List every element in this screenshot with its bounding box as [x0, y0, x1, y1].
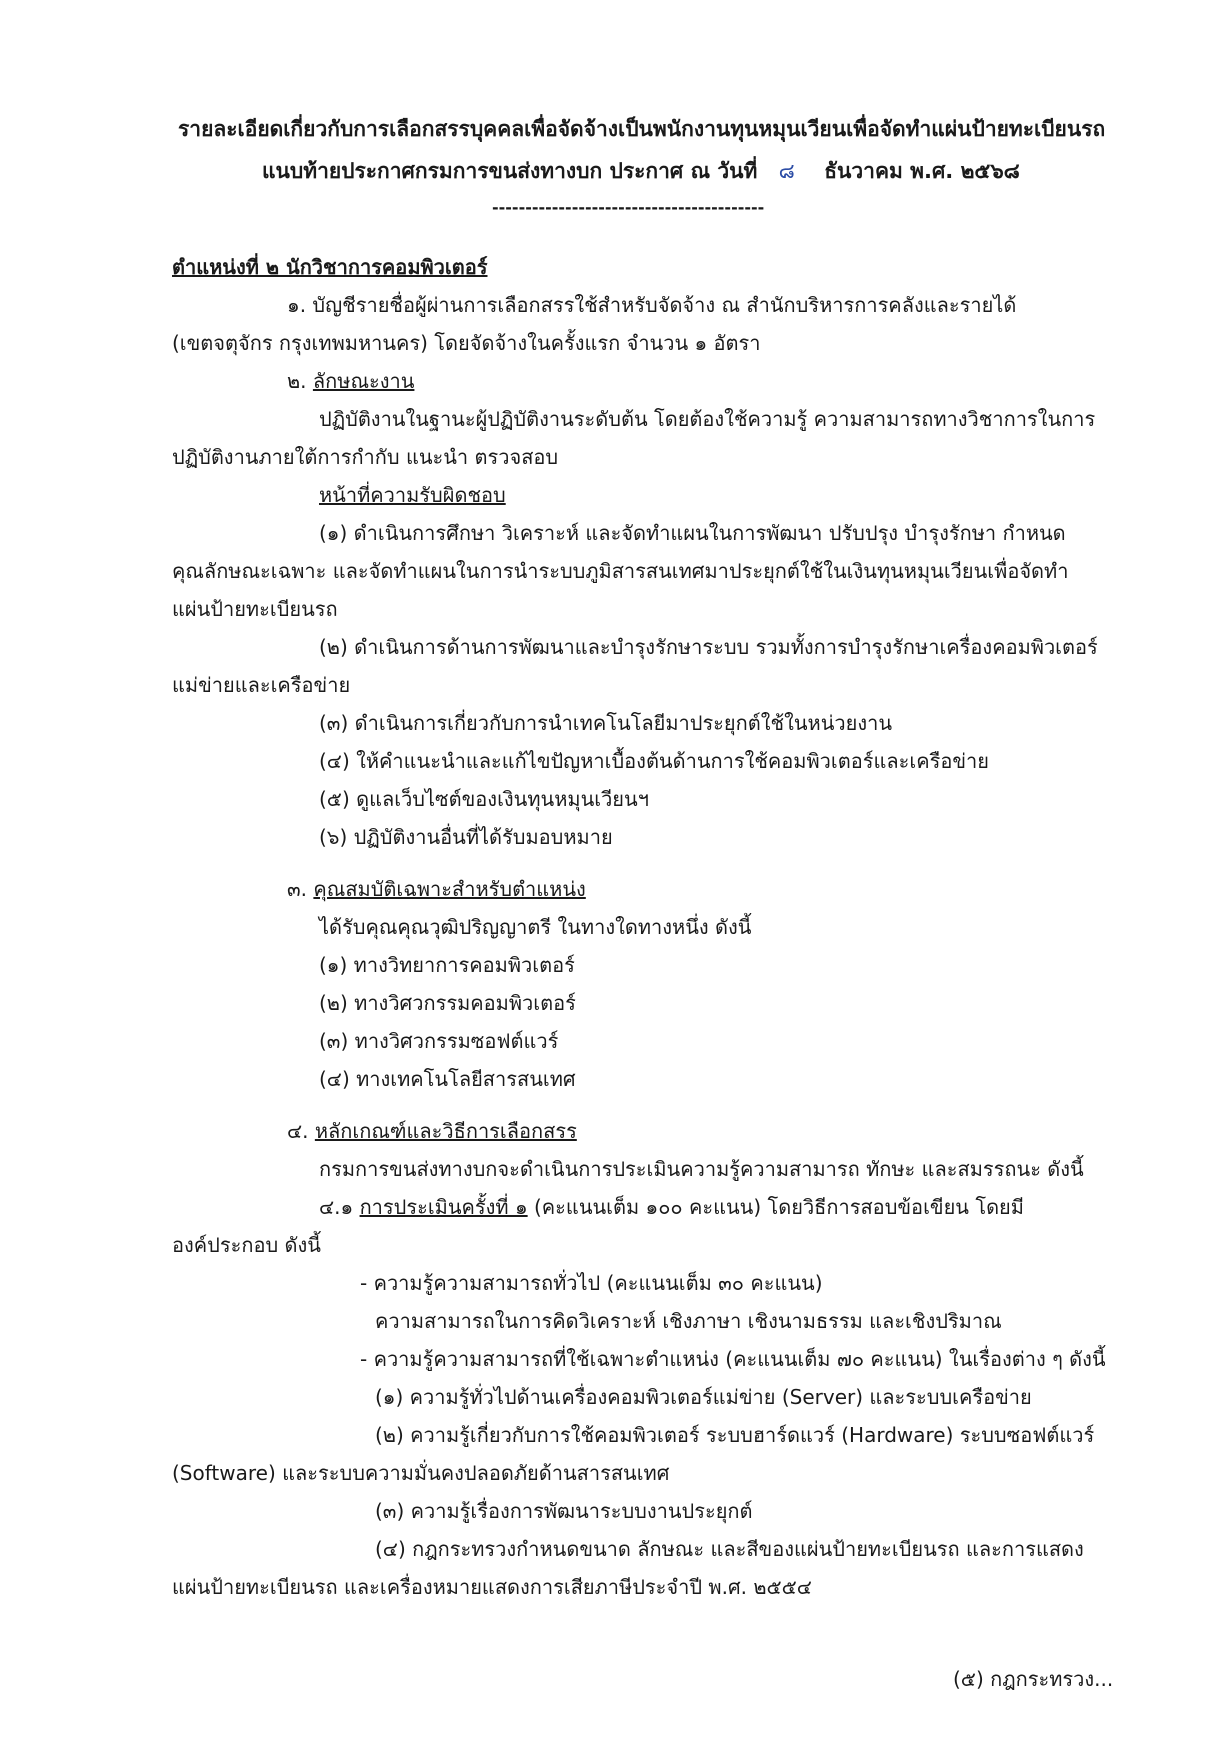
- s4-heading-text: หลักเกณฑ์และวิธีการเลือกสรร: [314, 1119, 577, 1143]
- qualification-4: (๔) ทางเทคโนโลยีสารสนเทศ: [319, 1067, 576, 1091]
- duty-6: (๖) ปฏิบัติงานอื่นที่ได้รับมอบหมาย: [319, 825, 613, 849]
- s3-intro: ได้รับคุณคุณวุฒิปริญญาตรี ในทางใดทางหนึ่ง ดังนี้: [319, 915, 752, 939]
- s4-1-heading: การประเมินครั้งที่ ๑: [359, 1195, 528, 1219]
- position-heading: ตำแหน่งที่ ๒ นักวิชาการคอมพิวเตอร์: [172, 255, 488, 279]
- qualification-2: (๒) ทางวิศวกรรมคอมพิวเตอร์: [319, 991, 576, 1015]
- duty-4: (๔) ให้คำแนะนำและแก้ไขปัญหาเบื้องต้นด้านการใช้คอมพิวเตอร์และเครือข่าย: [319, 749, 989, 773]
- s2-heading: [287, 367, 414, 395]
- title-separator: -----------------------------------------: [492, 198, 765, 217]
- duty-1-line-3: แผ่นป้ายทะเบียนรถ: [172, 597, 338, 621]
- title-line-2-suffix: ธันวาคม พ.ศ. ๒๕๖๘: [824, 159, 1020, 183]
- general-knowledge-item: - ความรู้ความสามารถทั่วไป (คะแนนเต็ม ๓๐ คะแนน): [360, 1271, 823, 1295]
- s1-line-1: ๑. บัญชีรายชื่อผู้ผ่านการเลือกสรรใช้สำหรับจัดจ้าง ณ สำนักบริหารการคลังและรายได้: [287, 293, 1017, 317]
- duty-1-line-1: (๑) ดำเนินการศึกษา วิเคราะห์ และจัดทำแผนในการพัฒนา ปรับปรุง บำรุงรักษา กำหนด: [319, 521, 1066, 545]
- page-continuation: (๕) กฎกระทรวง...: [953, 1667, 1114, 1691]
- duty-2-line-1: (๒) ดำเนินการด้านการพัฒนาและบำรุงรักษาระบบ รวมทั้งการบำรุงรักษาเครื่องคอมพิวเตอร์: [319, 635, 1098, 659]
- s4-intro: กรมการขนส่งทางบกจะดำเนินการประเมินความรู้ความสามารถ ทักษะ และสมรรถนะ ดังนี้: [319, 1157, 1084, 1181]
- knowledge-1: (๑) ความรู้ทั่วไปด้านเครื่องคอมพิวเตอร์แม่ข่าย (Server) และระบบเครือข่าย: [375, 1385, 1032, 1409]
- s2-para-line-2: ปฏิบัติงานภายใต้การกำกับ แนะนำ ตรวจสอบ: [172, 445, 559, 469]
- s2-heading-text: ลักษณะงาน: [312, 369, 415, 393]
- s4-heading: [287, 1117, 577, 1145]
- s3-heading-text: คุณสมบัติเฉพาะสำหรับตำแหน่ง: [313, 877, 586, 901]
- duty-1-line-2: คุณลักษณะเฉพาะ และจัดทำแผนในการนำระบบภูมิสารสนเทศมาประยุกต์ใช้ในเงินทุนหมุนเวียนเพื่อจัดทำ: [172, 559, 1069, 583]
- duty-2-line-2: แม่ข่ายและเครือข่าย: [172, 673, 351, 697]
- s1-line-2: (เขตจตุจักร กรุงเทพมหานคร) โดยจัดจ้างในครั้งแรก จำนวน ๑ อัตรา: [172, 331, 761, 355]
- qualification-3: (๓) ทางวิศวกรรมซอฟต์แวร์: [319, 1029, 559, 1053]
- s4-1-line-1: [319, 1193, 1024, 1221]
- document-title-line-1: รายละเอียดเกี่ยวกับการเลือกสรรบุคคลเพื่อจัดจ้างเป็นพนักงานทุนหมุนเวียนเพื่อจัดทำแผ่นป้ายทะเบียนรถ: [178, 117, 1106, 141]
- s2-number: ๒.: [287, 369, 307, 393]
- handwritten-day: ๘: [778, 159, 795, 183]
- s3-heading: [287, 875, 586, 903]
- knowledge-3: (๓) ความรู้เรื่องการพัฒนาระบบงานประยุกต์: [375, 1499, 753, 1523]
- duties-heading: หน้าที่ความรับผิดชอบ: [319, 483, 506, 507]
- title-line-2-prefix: แนบท้ายประกาศกรมการขนส่งทางบก ประกาศ ณ วันที่: [262, 159, 758, 183]
- qualification-1: (๑) ทางวิทยาการคอมพิวเตอร์: [319, 953, 575, 977]
- knowledge-2-line-1: (๒) ความรู้เกี่ยวกับการใช้คอมพิวเตอร์ ระบบฮาร์ดแวร์ (Hardware) ระบบซอฟต์แวร์: [375, 1423, 1095, 1447]
- s4-1-number: ๔.๑: [319, 1195, 354, 1219]
- s3-number: ๓.: [287, 877, 308, 901]
- duty-3: (๓) ดำเนินการเกี่ยวกับการนำเทคโนโลยีมาประยุกต์ใช้ในหน่วยงาน: [319, 711, 892, 735]
- knowledge-4-line-1: (๔) กฎกระทรวงกำหนดขนาด ลักษณะ และสีของแผ่นป้ายทะเบียนรถ และการแสดง: [375, 1537, 1084, 1561]
- document-title-line-2: [262, 157, 1020, 185]
- s4-1-rest: (คะแนนเต็ม ๑๐๐ คะแนน) โดยวิธีการสอบข้อเขียน โดยมี: [534, 1195, 1024, 1219]
- specific-knowledge-item: - ความรู้ความสามารถที่ใช้เฉพาะตำแหน่ง (คะแนนเต็ม ๗๐ คะแนน) ในเรื่องต่าง ๆ ดังนี้: [360, 1347, 1106, 1371]
- s4-1-line-2: องค์ประกอบ ดังนี้: [172, 1233, 321, 1257]
- general-knowledge-detail: ความสามารถในการคิดวิเคราะห์ เชิงภาษา เชิงนามธรรม และเชิงปริมาณ: [375, 1309, 1002, 1333]
- knowledge-4-line-2: แผ่นป้ายทะเบียนรถ และเครื่องหมายแสดงการเสียภาษีประจำปี พ.ศ. ๒๕๕๔: [172, 1575, 812, 1599]
- knowledge-2-line-2: (Software) และระบบความมั่นคงปลอดภัยด้านสารสนเทศ: [172, 1461, 670, 1485]
- s4-number: ๔.: [287, 1119, 309, 1143]
- duty-5: (๕) ดูแลเว็บไซต์ของเงินทุนหมุนเวียนฯ: [319, 787, 649, 811]
- s2-para-line-1: ปฏิบัติงานในฐานะผู้ปฏิบัติงานระดับต้น โดยต้องใช้ความรู้ ความสามารถทางวิชาการในการ: [319, 407, 1096, 431]
